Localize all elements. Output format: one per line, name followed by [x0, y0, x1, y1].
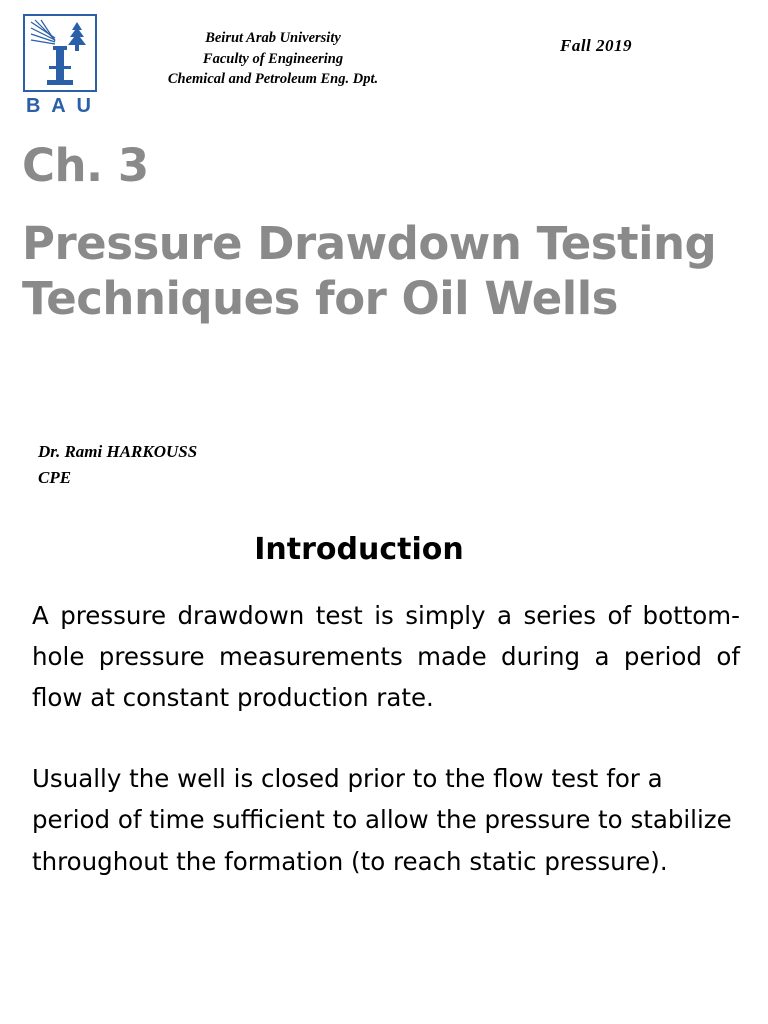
- faculty-name: Faculty of Engineering: [202, 50, 344, 67]
- chapter-label: Ch. 3: [22, 139, 149, 192]
- bau-crest-icon: [23, 14, 97, 92]
- title-area: [0, 139, 768, 327]
- bau-acronym: B A U: [26, 95, 94, 117]
- department-name: Chemical and Petroleum Eng. Dpt.: [167, 71, 379, 88]
- university-logo: [14, 14, 106, 118]
- author-block: [0, 439, 768, 492]
- page-title-line-1: Pressure Drawdown Testing: [22, 217, 717, 271]
- page-title-line-2: Techniques for Oil Wells: [22, 272, 618, 326]
- university-name: Beirut Arab University: [205, 30, 341, 46]
- term-label: Fall 2019: [560, 36, 633, 55]
- page-title: [22, 217, 748, 327]
- body-paragraph-2: Usually the well is closed prior to the flow test for a period of time sufficient to allow the pressure to stabilize throughout the formation (to reach static pressure).: [32, 764, 732, 876]
- university-title: [108, 28, 438, 90]
- body-paragraph-1: A pressure drawdown test is simply a series of bottom-hole pressure measurements made during a period of flow at constant production rate.: [32, 600, 740, 713]
- author-name: Dr. Rami HARKOUSS: [38, 442, 198, 462]
- author-program: CPE: [38, 468, 72, 488]
- slide-header: [0, 0, 768, 128]
- section-heading: Introduction: [254, 531, 464, 567]
